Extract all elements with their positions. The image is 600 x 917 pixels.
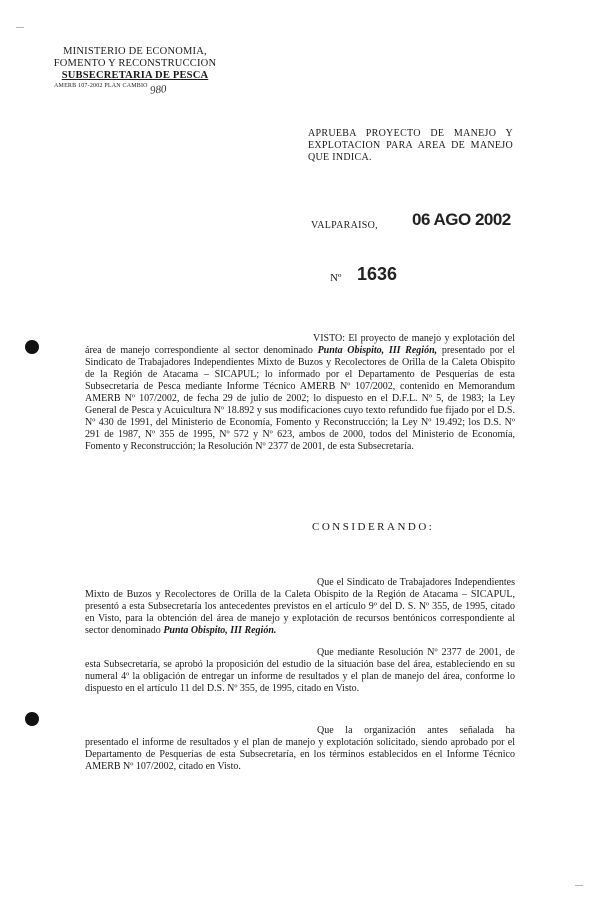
considerando-2 bbox=[85, 647, 515, 695]
considerando-3-text: Que la organización antes señalada ha presentado el informe de resultados y el plan de manejo y explotación solicitado, siendo aprobado por el Departamento de Pesquerías de esta Subsecretaría, en los términos establecidos en el Informe Técnico AMERB Nº 107/2002, citado en Visto. bbox=[85, 725, 515, 772]
punch-hole-bottom bbox=[25, 712, 39, 726]
considerando-2-text: Que mediante Resolución Nº 2377 de 2001, de esta Subsecretaría, se aprobó la proposición del estudio de la situación base del área, estableciendo en su numeral 4º la obligación de entregar un informe de resultados y el plan de manejo del área, conforme lo dispuesto en el artículo 11 del D.S. Nº 355, de 1995, citado en Visto. bbox=[85, 647, 515, 694]
date-stamp: 06 AGO 2002 bbox=[412, 210, 511, 229]
ministry-header bbox=[40, 46, 230, 91]
corner-mark: — bbox=[16, 22, 24, 31]
visto-place-italic: Punta Obispito, III Región, bbox=[317, 345, 438, 356]
considerando-title: CONSIDERANDO: bbox=[312, 521, 435, 533]
visto-text-2: presentado por el Sindicato de Trabajadores Independientes Mixto de Buzos y Recolectores de Orilla de la Caleta Obispito de la Región de Atacama – SICAPUL; lo informado por el Departamento de Pesquerías de esta Subsecretaría de Pesca mediante Informe Técnico AMERB Nº 107/2002, contenido en Memorandum AMERB Nº 107/2002, de fecha 29 de julio de 2002; lo dispuesto en el D.F.L. Nº 5, de 1983; la Ley General de Pesca y Acuicultura Nº 18.892 y sus modificaciones cuyo texto refundido fue fijado por el D.S. Nº 430 de 1991, del Ministerio de Economía, Fomento y Reconstrucción; la Ley Nº 19.492; los D.S. Nº 291 de 1987, Nº 355 de 1995, Nº 572 y Nº 623, ambos de 2000, todos del Ministerio de Economía, Fomento y Reconstrucción; la Resolución Nº 2377 de 2001, de esta Subsecretaría. bbox=[85, 345, 515, 452]
reference-code: AMERB 107-2002 PLAN CAMBIO bbox=[54, 83, 148, 89]
considerando-3 bbox=[85, 725, 515, 773]
place-label: VALPARAISO, bbox=[311, 220, 378, 231]
considerando-1-text: Que el Sindicato de Trabajadores Independientes Mixto de Buzos y Recolectores de Orilla de la Caleta Obispito de la Región de Atacama – SICAPUL, presentó a esta Subsecretaría los antecedentes previstos en el artículo 9º del D. S. Nº 355, de 1995, citado en Visto, para la obtención del área de manejo y explotación de recursos bentónicos correspondiente al sector denominado bbox=[85, 577, 515, 636]
punch-hole-top bbox=[25, 340, 39, 354]
visto-lead: VISTO: bbox=[313, 333, 346, 344]
subsecretaria-name: SUBSECRETARIA DE PESCA bbox=[61, 70, 209, 81]
considerando-1 bbox=[85, 577, 515, 637]
ministry-name-2: FOMENTO Y RECONSTRUCCION bbox=[53, 58, 217, 69]
number-prefix: Nº bbox=[330, 272, 342, 284]
visto-text-1: El proyecto de manejo y explotación del área de manejo correspondiente al sector denominado bbox=[85, 333, 515, 356]
ministry-name: MINISTERIO DE ECONOMIA, bbox=[63, 46, 207, 57]
resolution-number-stamp: 1636 bbox=[357, 264, 398, 284]
resolution-subject: APRUEBA PROYECTO DE MANEJO Y EXPLOTACION PARA AREA DE MANEJO QUE INDICA. bbox=[308, 128, 513, 163]
handwritten-annotation: 980 bbox=[149, 83, 168, 97]
visto-paragraph bbox=[85, 333, 515, 453]
considerando-1-italic: Punta Obispito, III Región. bbox=[163, 625, 277, 636]
corner-mark: — bbox=[575, 880, 583, 889]
